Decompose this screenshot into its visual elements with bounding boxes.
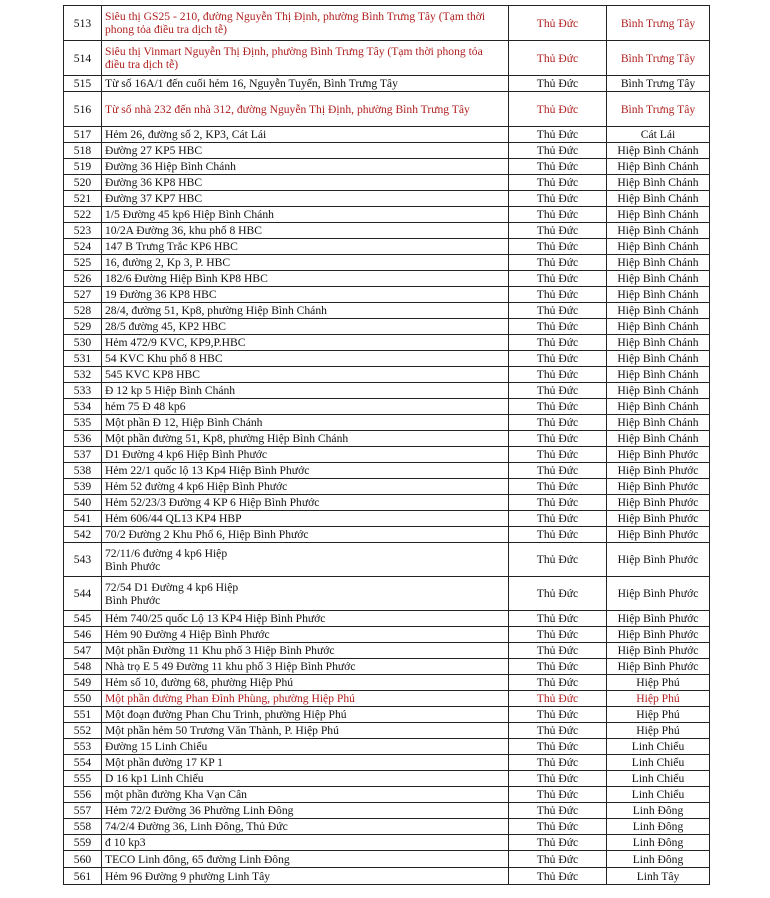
row-number: 538: [64, 463, 102, 479]
ward-cell: Linh Chiểu: [607, 755, 710, 771]
ward-cell: Hiệp Bình Phước: [607, 577, 710, 611]
district-cell: Thủ Đức: [509, 691, 607, 707]
district-cell: Thủ Đức: [509, 803, 607, 819]
row-number: 546: [64, 627, 102, 643]
district-cell: Thủ Đức: [509, 399, 607, 415]
ward-cell: Hiệp Bình Chánh: [607, 159, 710, 175]
address-cell: Từ số 16A/1 đến cuối hẻm 16, Nguyễn Tuyển, Bình Trưng Tây: [102, 76, 509, 92]
district-cell: Thủ Đức: [509, 755, 607, 771]
table-row: [64, 143, 710, 159]
address-cell: Hẻm 740/25 quốc Lộ 13 KP4 Hiệp Bình Phước: [102, 611, 509, 627]
row-number: 561: [64, 868, 102, 885]
row-number: 521: [64, 191, 102, 207]
row-number: 516: [64, 92, 102, 127]
table-row: [64, 191, 710, 207]
table-row: [64, 495, 710, 511]
district-cell: Thủ Đức: [509, 659, 607, 675]
row-number: 524: [64, 239, 102, 255]
district-cell: Thủ Đức: [509, 739, 607, 755]
address-cell: đ 10 kp3: [102, 835, 509, 851]
address-cell: Hẻm số 10, đường 68, phường Hiệp Phú: [102, 675, 509, 691]
row-number: 529: [64, 319, 102, 335]
district-cell: Thủ Đức: [509, 723, 607, 739]
ward-cell: Hiệp Bình Chánh: [607, 287, 710, 303]
row-number: 534: [64, 399, 102, 415]
ward-cell: Hiệp Bình Chánh: [607, 303, 710, 319]
row-number: 537: [64, 447, 102, 463]
address-cell: 19 Đường 36 KP8 HBC: [102, 287, 509, 303]
district-cell: Thủ Đức: [509, 868, 607, 885]
table-row: [64, 463, 710, 479]
table-row: [64, 739, 710, 755]
row-number: 535: [64, 415, 102, 431]
table-row: [64, 577, 710, 611]
district-cell: Thủ Đức: [509, 207, 607, 223]
district-cell: Thủ Đức: [509, 303, 607, 319]
address-cell: Đường 27 KP5 HBC: [102, 143, 509, 159]
ward-cell: Hiệp Bình Phước: [607, 627, 710, 643]
ward-cell: Hiệp Bình Chánh: [607, 207, 710, 223]
district-cell: Thủ Đức: [509, 819, 607, 835]
district-cell: Thủ Đức: [509, 787, 607, 803]
row-number: 548: [64, 659, 102, 675]
ward-cell: Hiệp Bình Phước: [607, 659, 710, 675]
row-number: 550: [64, 691, 102, 707]
row-number: 547: [64, 643, 102, 659]
district-cell: Thủ Đức: [509, 223, 607, 239]
district-cell: Thủ Đức: [509, 319, 607, 335]
table-row: [64, 255, 710, 271]
address-cell: Đường 36 KP8 HBC: [102, 175, 509, 191]
district-cell: Thủ Đức: [509, 367, 607, 383]
table-row: [64, 351, 710, 367]
address-cell: 72/54 D1 Đường 4 kp6 Hiệp Bình Phước: [102, 577, 509, 611]
table-row: [64, 431, 710, 447]
address-cell: Đ 12 kp 5 Hiệp Bình Chánh: [102, 383, 509, 399]
district-cell: Thủ Đức: [509, 479, 607, 495]
district-cell: Thủ Đức: [509, 41, 607, 76]
row-number: 522: [64, 207, 102, 223]
district-cell: Thủ Đức: [509, 287, 607, 303]
ward-cell: Hiệp Bình Chánh: [607, 351, 710, 367]
address-cell: 147 B Trưng Trắc KP6 HBC: [102, 239, 509, 255]
ward-cell: Hiệp Bình Chánh: [607, 239, 710, 255]
address-cell: Một phần đường 51, Kp8, phường Hiệp Bình Chánh: [102, 431, 509, 447]
table-row: [64, 399, 710, 415]
ward-cell: Hiệp Bình Phước: [607, 447, 710, 463]
table-row: [64, 6, 710, 41]
table-row: [64, 659, 710, 675]
address-table: [63, 5, 710, 885]
ward-cell: Hiệp Phú: [607, 707, 710, 723]
row-number: 540: [64, 495, 102, 511]
table-row: [64, 803, 710, 819]
address-cell: Một phần Đường 11 Khu phố 3 Hiệp Bình Phước: [102, 643, 509, 659]
row-number: 525: [64, 255, 102, 271]
table-row: [64, 787, 710, 803]
district-cell: Thủ Đức: [509, 675, 607, 691]
address-cell: Nhà trọ E 5 49 Đường 11 khu phố 3 Hiệp Bình Phước: [102, 659, 509, 675]
table-row: [64, 723, 710, 739]
table-row: [64, 511, 710, 527]
district-cell: Thủ Đức: [509, 351, 607, 367]
address-cell: 28/5 đường 45, KP2 HBC: [102, 319, 509, 335]
address-cell: Siêu thị Vinmart Nguyễn Thị Định, phường Bình Trưng Tây (Tạm thời phong tỏa điều tra dịch tễ): [102, 41, 509, 76]
address-cell: 54 KVC Khu phố 8 HBC: [102, 351, 509, 367]
row-number: 560: [64, 851, 102, 868]
table-row: [64, 643, 710, 659]
row-number: 544: [64, 577, 102, 611]
row-number: 513: [64, 6, 102, 41]
ward-cell: Hiệp Bình Chánh: [607, 383, 710, 399]
address-cell: Hẻm 472/9 KVC, KP9,P.HBC: [102, 335, 509, 351]
ward-cell: Hiệp Bình Phước: [607, 511, 710, 527]
row-number: 551: [64, 707, 102, 723]
address-cell: Hẻm 72/2 Đường 36 Phường Linh Đông: [102, 803, 509, 819]
ward-cell: Hiệp Bình Phước: [607, 643, 710, 659]
address-cell: Hẻm 606/44 QL13 KP4 HBP: [102, 511, 509, 527]
table-row: [64, 819, 710, 835]
ward-cell: Hiệp Bình Phước: [607, 527, 710, 543]
address-cell: Hẻm 22/1 quốc lộ 13 Kp4 Hiệp Bình Phước: [102, 463, 509, 479]
district-cell: Thủ Đức: [509, 851, 607, 868]
address-cell: 72/11/6 đường 4 kp6 Hiệp Bình Phước: [102, 543, 509, 577]
row-number: 514: [64, 41, 102, 76]
row-number: 556: [64, 787, 102, 803]
table-row: [64, 851, 710, 868]
address-cell: hẻm 75 Đ 48 kp6: [102, 399, 509, 415]
table-row: [64, 627, 710, 643]
row-number: 549: [64, 675, 102, 691]
table-row: [64, 159, 710, 175]
ward-cell: Hiệp Bình Chánh: [607, 431, 710, 447]
address-cell: Đường 37 KP7 HBC: [102, 191, 509, 207]
row-number: 530: [64, 335, 102, 351]
table-row: [64, 447, 710, 463]
address-cell: Hẻm 26, đường số 2, KP3, Cát Lái: [102, 127, 509, 143]
row-number: 526: [64, 271, 102, 287]
row-number: 523: [64, 223, 102, 239]
table-row: [64, 691, 710, 707]
ward-cell: Linh Chiểu: [607, 787, 710, 803]
row-number: 532: [64, 367, 102, 383]
ward-cell: Bình Trưng Tây: [607, 76, 710, 92]
district-cell: Thủ Đức: [509, 835, 607, 851]
table-row: [64, 287, 710, 303]
district-cell: Thủ Đức: [509, 127, 607, 143]
table-body: [64, 6, 710, 885]
ward-cell: Linh Đông: [607, 835, 710, 851]
address-cell: 74/2/4 Đường 36, Linh Đông, Thủ Đức: [102, 819, 509, 835]
row-number: 533: [64, 383, 102, 399]
row-number: 520: [64, 175, 102, 191]
ward-cell: Hiệp Bình Chánh: [607, 191, 710, 207]
table-row: [64, 92, 710, 127]
ward-cell: Hiệp Bình Chánh: [607, 415, 710, 431]
row-number: 536: [64, 431, 102, 447]
district-cell: Thủ Đức: [509, 6, 607, 41]
address-cell: Đường 15 Linh Chiểu: [102, 739, 509, 755]
ward-cell: Hiệp Bình Phước: [607, 611, 710, 627]
row-number: 519: [64, 159, 102, 175]
row-number: 531: [64, 351, 102, 367]
address-cell: 545 KVC KP8 HBC: [102, 367, 509, 383]
address-cell: 182/6 Đường Hiệp Bình KP8 HBC: [102, 271, 509, 287]
district-cell: Thủ Đức: [509, 771, 607, 787]
table-row: [64, 239, 710, 255]
district-cell: Thủ Đức: [509, 271, 607, 287]
address-cell: Một phần đường Phan Đình Phùng, phường Hiệp Phú: [102, 691, 509, 707]
district-cell: Thủ Đức: [509, 447, 607, 463]
table-row: [64, 175, 710, 191]
ward-cell: Linh Chiểu: [607, 739, 710, 755]
district-cell: Thủ Đức: [509, 611, 607, 627]
district-cell: Thủ Đức: [509, 159, 607, 175]
ward-cell: Bình Trưng Tây: [607, 6, 710, 41]
row-number: 541: [64, 511, 102, 527]
district-cell: Thủ Đức: [509, 143, 607, 159]
address-cell: một phần đường Kha Vạn Cân: [102, 787, 509, 803]
table-row: [64, 675, 710, 691]
ward-cell: Hiệp Bình Phước: [607, 479, 710, 495]
district-cell: Thủ Đức: [509, 707, 607, 723]
row-number: 553: [64, 739, 102, 755]
ward-cell: Hiệp Bình Chánh: [607, 271, 710, 287]
table-row: [64, 41, 710, 76]
ward-cell: Linh Đông: [607, 851, 710, 868]
address-cell: Từ số nhà 232 đến nhà 312, đường Nguyễn Thị Định, phường Bình Trưng Tây: [102, 92, 509, 127]
district-cell: Thủ Đức: [509, 92, 607, 127]
ward-cell: Hiệp Phú: [607, 675, 710, 691]
ward-cell: Hiệp Bình Chánh: [607, 399, 710, 415]
district-cell: Thủ Đức: [509, 543, 607, 577]
ward-cell: Hiệp Bình Phước: [607, 495, 710, 511]
district-cell: Thủ Đức: [509, 383, 607, 399]
address-cell: Một đoạn đường Phan Chu Trinh, phường Hiệp Phú: [102, 707, 509, 723]
ward-cell: Linh Chiểu: [607, 771, 710, 787]
row-number: 557: [64, 803, 102, 819]
table-row: [64, 271, 710, 287]
ward-cell: Hiệp Bình Chánh: [607, 255, 710, 271]
address-cell: TECO Linh đông, 65 đường Linh Đông: [102, 851, 509, 868]
address-cell: Một phần Đ 12, Hiệp Bình Chánh: [102, 415, 509, 431]
district-cell: Thủ Đức: [509, 627, 607, 643]
district-cell: Thủ Đức: [509, 335, 607, 351]
district-cell: Thủ Đức: [509, 431, 607, 447]
table-row: [64, 383, 710, 399]
address-cell: D 16 kp1 Linh Chiểu: [102, 771, 509, 787]
ward-cell: Linh Đông: [607, 819, 710, 835]
row-number: 542: [64, 527, 102, 543]
address-cell: Hẻm 96 Đường 9 phường Linh Tây: [102, 868, 509, 885]
table-row: [64, 611, 710, 627]
district-cell: Thủ Đức: [509, 643, 607, 659]
row-number: 543: [64, 543, 102, 577]
ward-cell: Hiệp Phú: [607, 723, 710, 739]
district-cell: Thủ Đức: [509, 495, 607, 511]
district-cell: Thủ Đức: [509, 255, 607, 271]
address-cell: 70/2 Đường 2 Khu Phố 6, Hiệp Bình Phước: [102, 527, 509, 543]
table-row: [64, 543, 710, 577]
row-number: 559: [64, 835, 102, 851]
address-cell: Hẻm 52 đường 4 kp6 Hiệp Bình Phước: [102, 479, 509, 495]
table-row: [64, 335, 710, 351]
row-number: 518: [64, 143, 102, 159]
district-cell: Thủ Đức: [509, 415, 607, 431]
ward-cell: Hiệp Bình Chánh: [607, 335, 710, 351]
row-number: 554: [64, 755, 102, 771]
table-row: [64, 367, 710, 383]
address-cell: Siêu thị GS25 - 210, đường Nguyễn Thị Định, phường Bình Trưng Tây (Tạm thời phong tỏa điều tra dịch tễ): [102, 6, 509, 41]
ward-cell: Hiệp Bình Chánh: [607, 143, 710, 159]
address-cell: 1/5 Đường 45 kp6 Hiệp Bình Chánh: [102, 207, 509, 223]
table-row: [64, 319, 710, 335]
table-row: [64, 527, 710, 543]
address-cell: Hẻm 52/23/3 Đường 4 KP 6 Hiệp Bình Phước: [102, 495, 509, 511]
row-number: 517: [64, 127, 102, 143]
address-cell: 10/2A Đường 36, khu phố 8 HBC: [102, 223, 509, 239]
address-cell: D1 Đường 4 kp6 Hiệp Bình Phước: [102, 447, 509, 463]
address-cell: Hẻm 90 Đường 4 Hiệp Bình Phước: [102, 627, 509, 643]
district-cell: Thủ Đức: [509, 191, 607, 207]
ward-cell: Bình Trưng Tây: [607, 41, 710, 76]
ward-cell: Hiệp Bình Phước: [607, 463, 710, 479]
table-row: [64, 479, 710, 495]
table-row: [64, 835, 710, 851]
table-row: [64, 223, 710, 239]
table-row: [64, 755, 710, 771]
ward-cell: Hiệp Bình Phước: [607, 543, 710, 577]
ward-cell: Hiệp Bình Chánh: [607, 319, 710, 335]
address-cell: 16, đường 2, Kp 3, P. HBC: [102, 255, 509, 271]
address-cell: 28/4, đường 51, Kp8, phường Hiệp Bình Chánh: [102, 303, 509, 319]
row-number: 558: [64, 819, 102, 835]
table-row: [64, 76, 710, 92]
row-number: 555: [64, 771, 102, 787]
table-row: [64, 771, 710, 787]
district-cell: Thủ Đức: [509, 577, 607, 611]
ward-cell: Cát Lái: [607, 127, 710, 143]
row-number: 527: [64, 287, 102, 303]
ward-cell: Bình Trưng Tây: [607, 92, 710, 127]
ward-cell: Hiệp Bình Chánh: [607, 223, 710, 239]
district-cell: Thủ Đức: [509, 239, 607, 255]
row-number: 528: [64, 303, 102, 319]
row-number: 515: [64, 76, 102, 92]
address-cell: Một phần đường 17 KP 1: [102, 755, 509, 771]
district-cell: Thủ Đức: [509, 463, 607, 479]
table-row: [64, 868, 710, 885]
address-cell: Đường 36 Hiệp Bình Chánh: [102, 159, 509, 175]
table-row: [64, 127, 710, 143]
table-row: [64, 707, 710, 723]
district-cell: Thủ Đức: [509, 527, 607, 543]
district-cell: Thủ Đức: [509, 511, 607, 527]
ward-cell: Hiệp Bình Chánh: [607, 175, 710, 191]
address-cell: Một phần hẻm 50 Trương Văn Thành, P. Hiệp Phú: [102, 723, 509, 739]
row-number: 552: [64, 723, 102, 739]
table-row: [64, 303, 710, 319]
document-page: [63, 5, 709, 885]
row-number: 539: [64, 479, 102, 495]
district-cell: Thủ Đức: [509, 76, 607, 92]
table-row: [64, 415, 710, 431]
ward-cell: Linh Tây: [607, 868, 710, 885]
district-cell: Thủ Đức: [509, 175, 607, 191]
ward-cell: Hiệp Bình Chánh: [607, 367, 710, 383]
table-row: [64, 207, 710, 223]
row-number: 545: [64, 611, 102, 627]
ward-cell: Linh Đông: [607, 803, 710, 819]
ward-cell: Hiệp Phú: [607, 691, 710, 707]
